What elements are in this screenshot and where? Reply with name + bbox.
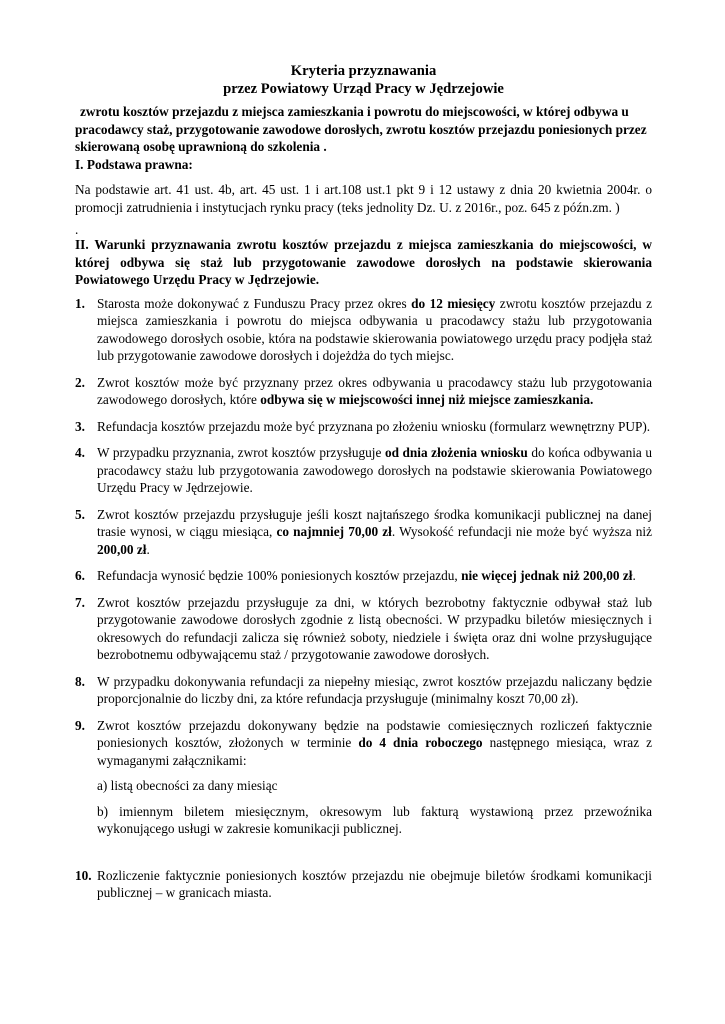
title-line-1: Kryteria przyznawania	[290, 63, 437, 79]
criteria-list	[75, 295, 652, 902]
item-text: do końca odbywania u pracodawcy stażu lub przygotowania zawodowego dorosłych na podstawie skierowania Powiatowego Urzędu Pracy w Jędrzejowie.	[97, 445, 652, 495]
item-text: zwrotu kosztów przejazdu z miejsca zamieszkania i powrotu do miejsca odbywania u pracodawcy stażu lub przygotowania zawodowego dorosłych osobie, która na podstawie skierowania powiatowego urzędu pracy podjęła staż lub przygotowanie zawodowe dorosłych i dojeżdża do tych miejsc.	[97, 295, 652, 363]
item-emphasis: do 4 dnia roboczego	[358, 735, 483, 750]
item-emphasis: co najmniej 70,00 zł	[276, 524, 392, 539]
legal-basis-text: Na podstawie art. 41 ust. 4b, art. 45 ust. 1 i art.108 ust.1 pkt 9 i 12 ustawy z dnia 20 kwietnia 2004r. o promocji zatrudnienia i instytucjach rynku pracy (teks jednolity Dz. U. z 2016r., poz. 645 z późn.zm. )	[75, 182, 652, 215]
item-emphasis: do 12 miesięcy	[411, 295, 496, 311]
attachment-a: a) listą obecności za dany miesiąc	[97, 778, 278, 793]
item-text: .	[146, 541, 150, 557]
item-text: Zwrot kosztów może być przyznany przez okres odbywania u pracodawcy stażu lub przygotowania zawodowego dorosłych, które	[97, 374, 652, 407]
item-number: 2.	[75, 374, 85, 390]
item-text: W przypadku przyznania, zwrot kosztów przysługuje	[97, 445, 385, 460]
item-emphasis: od dnia złożenia wniosku	[384, 445, 528, 460]
item-number: 1.	[75, 295, 85, 311]
list-item	[75, 594, 652, 664]
item-text: następnego miesiąca, wraz z wymaganymi załącznikami:	[97, 735, 653, 768]
document-page	[75, 62, 652, 911]
item-number: 3.	[75, 418, 85, 434]
item-number: 7.	[75, 594, 85, 610]
item-emphasis: nie więcej jednak niż 200,00 zł	[461, 568, 633, 583]
separator-dot: .	[75, 222, 79, 237]
spacer	[97, 838, 652, 858]
item-number: 10.	[75, 867, 92, 883]
item-text: . Wysokość refundacji nie może być wyższa niż	[391, 524, 652, 539]
item-text: Zwrot kosztów przejazdu przysługuje jeśli koszt najtańszego środka komunikacji publicznej na danej trasie wynosi, w ciągu miesiąca,	[97, 506, 652, 539]
intro-paragraph: zwrotu kosztów przejazdu z miejsca zamieszkania i powrotu do miejscowości, w której odbywa u pracodawcy staż, przygotowanie zawodowe dorosłych, zwrotu kosztów przejazdu poniesionych przez skierowaną osobę uprawnioną do szkolenia .	[75, 104, 647, 154]
title-line-2: przez Powiatowy Urząd Pracy w Jędrzejowie	[223, 81, 504, 97]
document-title	[75, 62, 652, 98]
list-item	[75, 295, 652, 365]
section-2-heading: II. Warunki przyznawania zwrotu kosztów przejazdu z miejsca zamieszkania do miejscowości, w której odbywa się staż lub przygotowanie zawodowe dorosłych na podstawie skierowania Powiatowego Urzędu Pracy w Jędrzejowie.	[75, 237, 652, 287]
item-text: Refundacja wynosić będzie 100% poniesionych kosztów przejazdu,	[97, 568, 462, 583]
item-number: 9.	[75, 717, 85, 733]
list-item	[75, 444, 652, 497]
item-text: W przypadku dokonywania refundacji za niepełny miesiąc, zwrot kosztów przejazdu naliczany będzie proporcjonalnie do liczby dni, za które refundacja przysługuje (minimalny koszt 70,00 zł).	[97, 673, 652, 706]
item-number: 5.	[75, 506, 85, 522]
item-text: .	[632, 568, 636, 583]
list-item	[75, 418, 652, 436]
item-emphasis: odbywa się w miejscowości innej niż miejsce zamieszkania.	[260, 392, 594, 407]
attachment-b: b) imiennym biletem miesięcznym, okresowym lub fakturą wystawioną przez przewoźnika wykonującego usługi w zakresie komunikacji publicznej.	[97, 803, 652, 836]
item-number: 8.	[75, 673, 85, 689]
list-item	[75, 673, 652, 708]
section-1-heading: I. Podstawa prawna:	[75, 156, 193, 172]
list-item	[75, 374, 652, 409]
item-text: Rozliczenie faktycznie poniesionych kosztów przejazdu nie obejmuje biletów środkami komunikacji publicznej – w granicach miasta.	[97, 867, 652, 900]
item-number: 4.	[75, 445, 85, 460]
item-text: Zwrot kosztów przejazdu dokonywany będzie na podstawie comiesięcznych rozliczeń faktycznie poniesionych kosztów, złożonych w terminie	[97, 717, 652, 750]
item-text: Zwrot kosztów przejazdu przysługuje za dni, w których bezrobotny faktycznie odbywał staż lub przygotowanie zawodowe dorosłych zgodnie z listą obecności. W przypadku biletów miesięcznych i okresowych do refundacji zalicza się również soboty, niedziele i święta oraz dni wolne przysługujące bezrobotnemu odbywającemu staż / przygotowanie zawodowe dorosłych.	[97, 594, 652, 662]
item-emphasis: 200,00 zł	[97, 541, 147, 557]
list-item	[75, 506, 652, 559]
list-item	[75, 567, 652, 585]
list-item	[75, 867, 652, 902]
item-text: Refundacja kosztów przejazdu może być przyznana po złożeniu wniosku (formularz wewnętrzny PUP).	[97, 418, 651, 434]
item-number: 6.	[75, 568, 85, 583]
list-item	[75, 717, 652, 858]
item-text: Starosta może dokonywać z Funduszu Pracy przez okres	[97, 295, 412, 311]
